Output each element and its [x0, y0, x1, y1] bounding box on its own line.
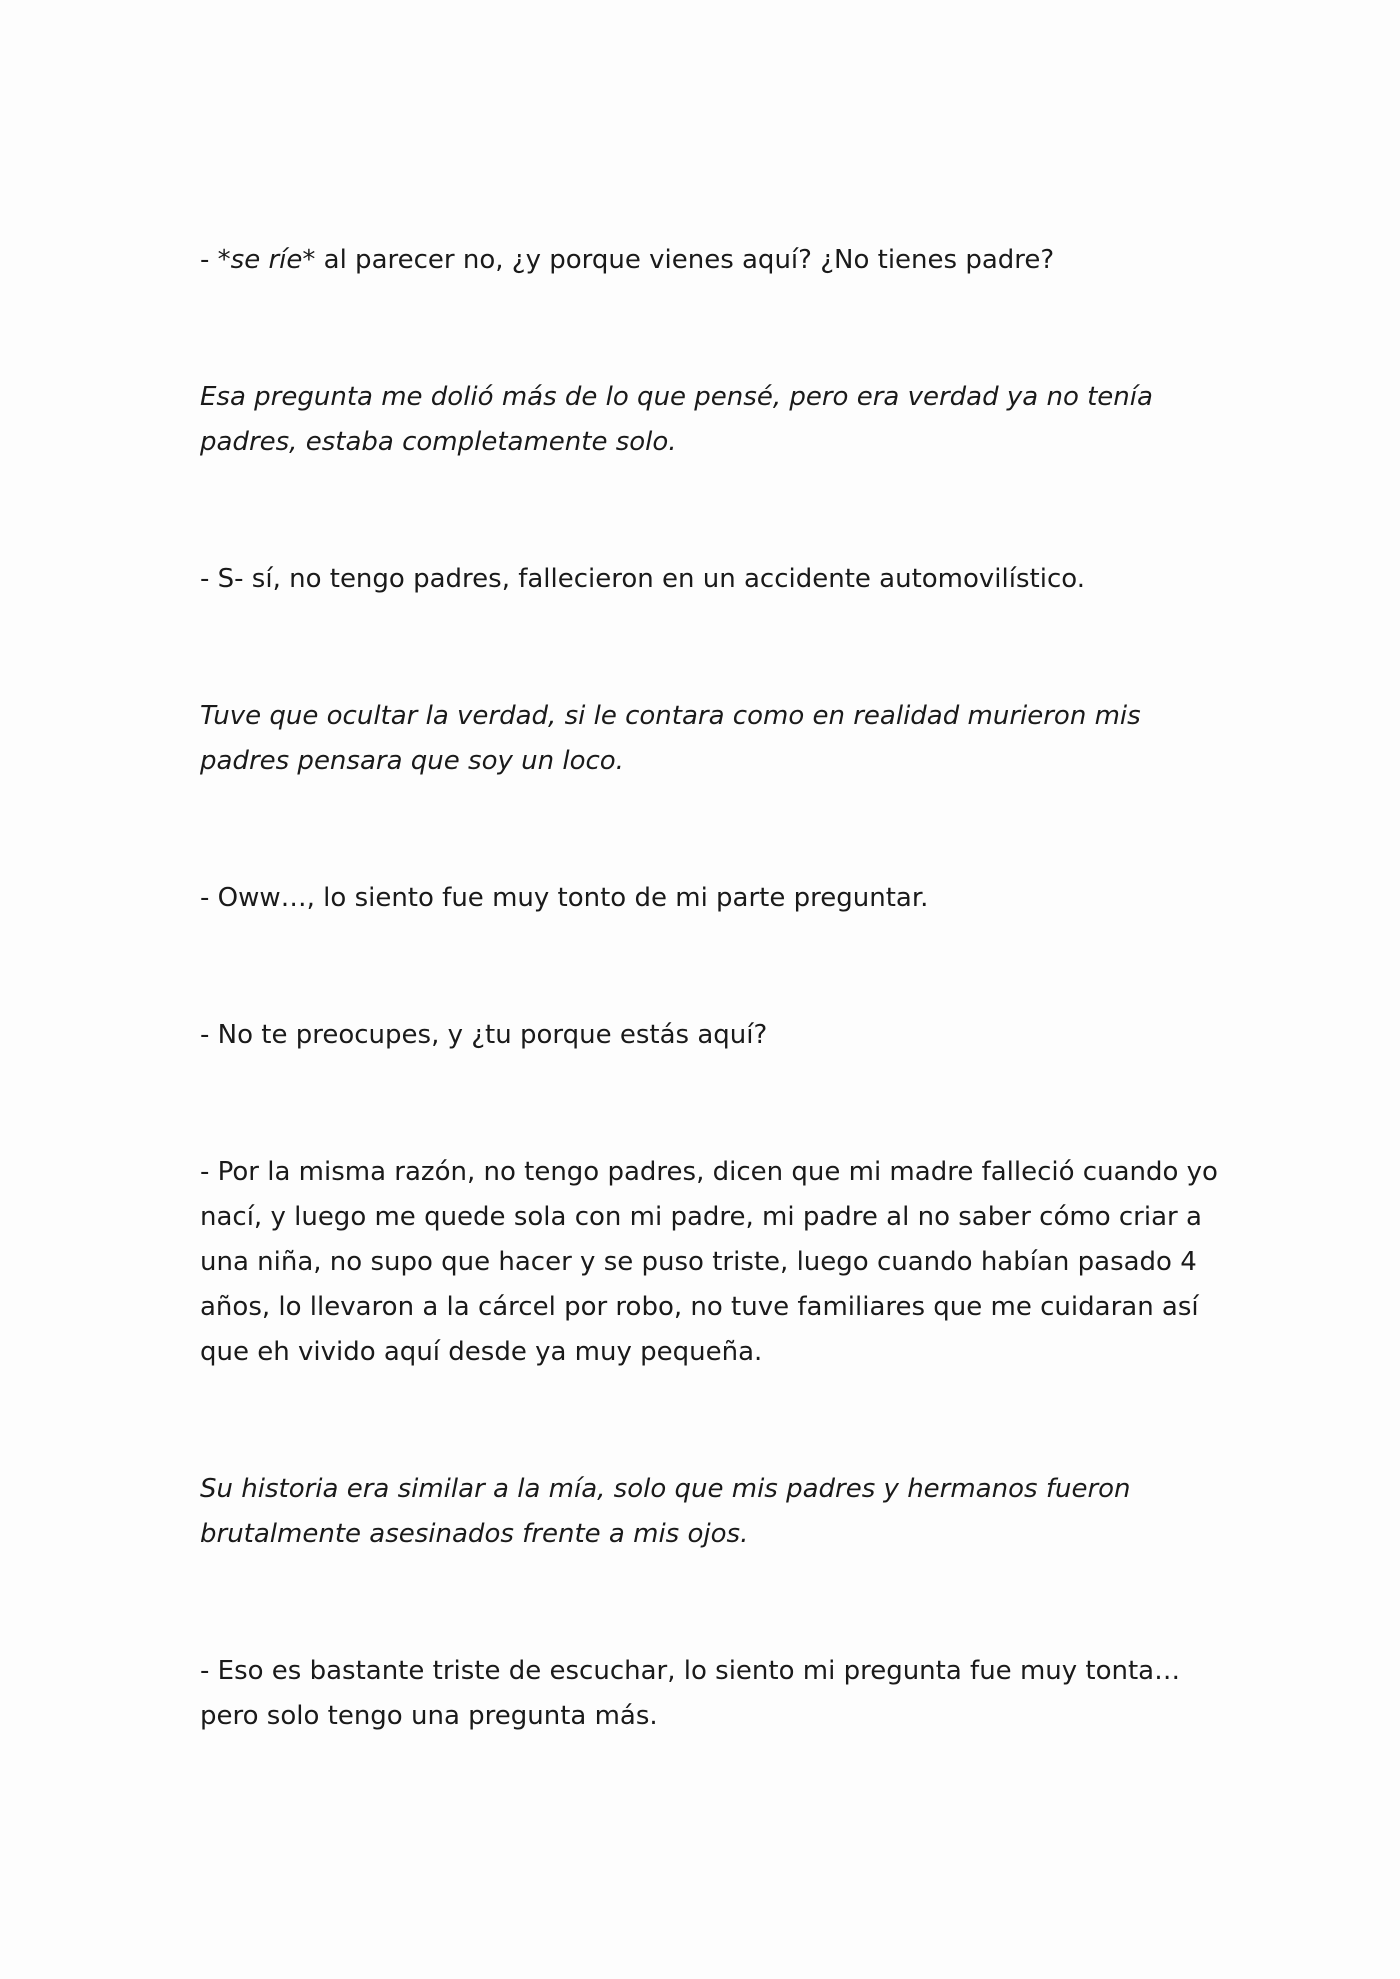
paragraph-line: brutalmente asesinados frente a mis ojos.: [200, 1519, 749, 1549]
dialogue-text: al parecer no, ¿y porque vienes aquí? ¿No tienes padre?: [315, 245, 1055, 275]
paragraph-line: nací, y luego me quede sola con mi padre, mi padre al no saber cómo criar a: [200, 1202, 1202, 1232]
dialogue-paragraph: [200, 1013, 1210, 1058]
dialogue-dash: -: [200, 245, 218, 275]
dialogue-paragraph: [200, 238, 1210, 283]
dialogue-paragraph: [200, 557, 1210, 602]
paragraph-line: - Por la misma razón, no tengo padres, dicen que mi madre falleció cuando yo: [200, 1157, 1218, 1187]
document-body: [200, 238, 1218, 1739]
paragraph-line: que eh vivido aquí desde ya muy pequeña.: [200, 1337, 763, 1367]
narration-paragraph: [200, 694, 1210, 784]
paragraph-line: años, lo llevaron a la cárcel por robo, no tuve familiares que me cuidaran así: [200, 1292, 1199, 1322]
dialogue-paragraph: [200, 876, 1210, 921]
dialogue-paragraph: [200, 1649, 1210, 1739]
paragraph-line: - S- sí, no tengo padres, fallecieron en un accidente automovilístico.: [200, 564, 1085, 594]
paragraph-line: [200, 238, 1210, 283]
paragraph-line: padres pensara que soy un loco.: [200, 746, 624, 776]
paragraph-line: Tuve que ocultar la verdad, si le contara como en realidad murieron mis: [200, 701, 1141, 731]
paragraph-line: una niña, no supo que hacer y se puso triste, luego cuando habían pasado 4: [200, 1247, 1197, 1277]
paragraph-line: - Oww…, lo siento fue muy tonto de mi parte preguntar.: [200, 883, 929, 913]
paragraph-line: Esa pregunta me dolió más de lo que pensé, pero era verdad ya no tenía: [200, 382, 1153, 412]
narration-paragraph: [200, 1467, 1210, 1557]
paragraph-line: - Eso es bastante triste de escuchar, lo siento mi pregunta fue muy tonta…: [200, 1656, 1181, 1686]
action-emphasis: *se ríe*: [217, 245, 316, 275]
paragraph-line: Su historia era similar a la mía, solo que mis padres y hermanos fueron: [200, 1474, 1131, 1504]
paragraph-line: pero solo tengo una pregunta más.: [200, 1701, 658, 1731]
paragraph-line: - No te preocupes, y ¿tu porque estás aquí?: [200, 1020, 768, 1050]
paragraph-line: padres, estaba completamente solo.: [200, 427, 677, 457]
narration-paragraph: [200, 375, 1210, 465]
dialogue-paragraph: [200, 1150, 1218, 1375]
